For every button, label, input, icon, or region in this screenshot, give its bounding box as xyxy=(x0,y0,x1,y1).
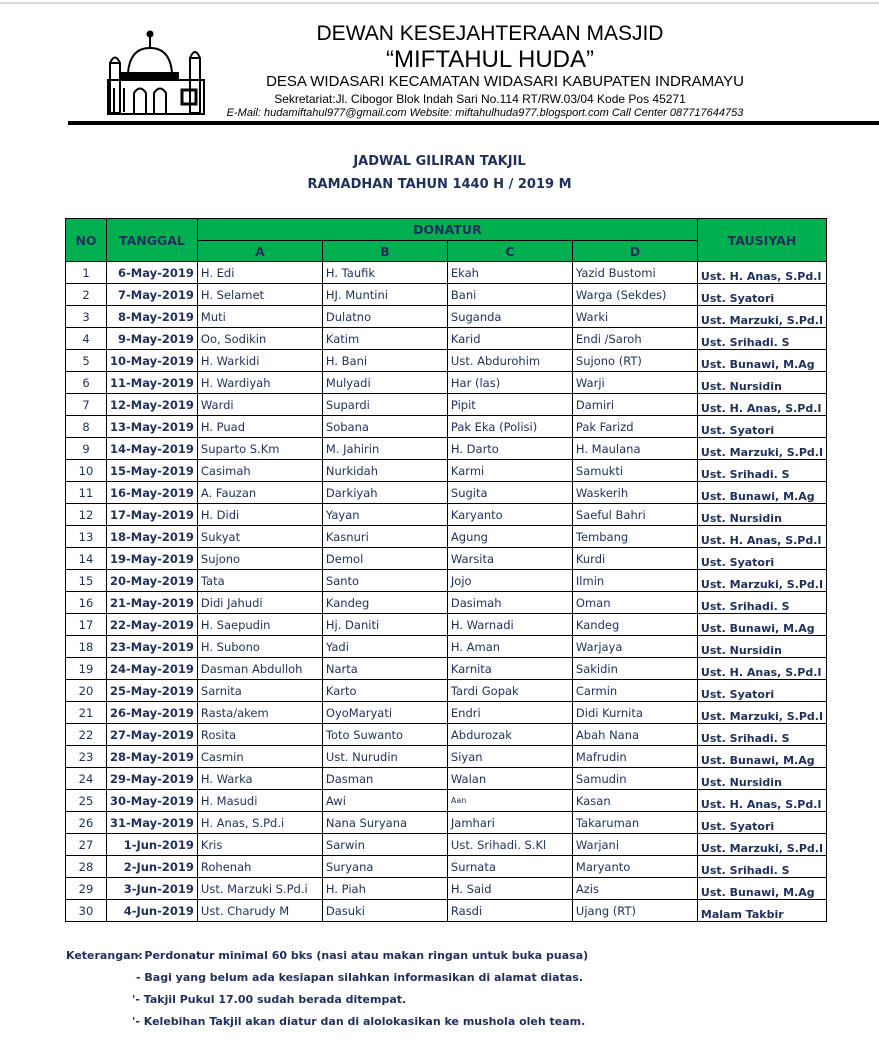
tausiyah: Ust. Bunawi, M.Ag xyxy=(697,350,826,372)
donatur-c: H. Aman xyxy=(447,636,572,658)
table-row xyxy=(66,372,827,394)
row-date: 31-May-2019 xyxy=(107,812,198,834)
donatur-a: H. Anas, S.Pd.i xyxy=(197,812,322,834)
donatur-a: Wardi xyxy=(197,394,322,416)
header-c: C xyxy=(447,241,572,262)
donatur-a: Tata xyxy=(197,570,322,592)
row-date: 26-May-2019 xyxy=(107,702,198,724)
table-row xyxy=(66,482,827,504)
donatur-d: H. Maulana xyxy=(572,438,697,460)
row-no: 21 xyxy=(66,702,107,724)
tausiyah: Ust. Srihadi. S xyxy=(697,328,826,350)
tausiyah: Ust. Marzuki, S.Pd.I xyxy=(697,438,826,460)
donatur-c: Ust. Abdurohim xyxy=(447,350,572,372)
table-row xyxy=(66,834,827,856)
donatur-b: Sobana xyxy=(322,416,447,438)
donatur-a: Rasta/akem xyxy=(197,702,322,724)
row-no: 26 xyxy=(66,812,107,834)
row-no: 15 xyxy=(66,570,107,592)
tausiyah: Ust. Nursidin xyxy=(697,372,826,394)
row-date: 22-May-2019 xyxy=(107,614,198,636)
tausiyah: Ust. Syatori xyxy=(697,680,826,702)
donatur-c: Abdurozak xyxy=(447,724,572,746)
donatur-b: Nana Suryana xyxy=(322,812,447,834)
donatur-c: Karnita xyxy=(447,658,572,680)
schedule-subtitle: RAMADHAN TAHUN 1440 H / 2019 M xyxy=(307,177,572,192)
row-no: 20 xyxy=(66,680,107,702)
tausiyah: Ust. Syatori xyxy=(697,284,826,306)
row-date: 16-May-2019 xyxy=(107,482,198,504)
donatur-a: Ust. Marzuki S.Pd.i xyxy=(197,878,322,900)
row-no: 11 xyxy=(66,482,107,504)
tausiyah: Ust. Marzuki, S.Pd.I xyxy=(697,834,826,856)
table-row xyxy=(66,548,827,570)
row-no: 16 xyxy=(66,592,107,614)
donatur-d: Samukti xyxy=(572,460,697,482)
donatur-b: M. Jahirin xyxy=(322,438,447,460)
schedule-table xyxy=(65,218,827,922)
donatur-a: Rosita xyxy=(197,724,322,746)
donatur-c: Suganda xyxy=(447,306,572,328)
donatur-d: Pak Farizd xyxy=(572,416,697,438)
header-a: A xyxy=(197,241,322,262)
tausiyah: Ust. Marzuki, S.Pd.I xyxy=(697,306,826,328)
row-date: 1-Jun-2019 xyxy=(107,834,198,856)
donatur-d: Abah Nana xyxy=(572,724,697,746)
header-divider xyxy=(68,121,879,125)
row-date: 25-May-2019 xyxy=(107,680,198,702)
row-no: 27 xyxy=(66,834,107,856)
donatur-b: Mulyadi xyxy=(322,372,447,394)
row-no: 8 xyxy=(66,416,107,438)
table-row xyxy=(66,812,827,834)
donatur-d: Sujono (RT) xyxy=(572,350,697,372)
table-row xyxy=(66,262,827,284)
donatur-d: Mafrudin xyxy=(572,746,697,768)
contact: E-Mail: hudamiftahul977@gmail.com Website: miftahulhuda977.blogsport.com Call Center 087717644753 xyxy=(226,107,744,119)
row-no: 13 xyxy=(66,526,107,548)
row-no: 24 xyxy=(66,768,107,790)
row-no: 17 xyxy=(66,614,107,636)
row-date: 24-May-2019 xyxy=(107,658,198,680)
table-row xyxy=(66,460,827,482)
table-row xyxy=(66,416,827,438)
row-date: 12-May-2019 xyxy=(107,394,198,416)
row-date: 13-May-2019 xyxy=(107,416,198,438)
donatur-b: Yayan xyxy=(322,504,447,526)
tausiyah: Ust. H. Anas, S.Pd.I xyxy=(697,658,826,680)
donatur-d: Sakidin xyxy=(572,658,697,680)
note-item: '- Takjil Pukul 17.00 sudah berada ditempat. xyxy=(132,993,407,1006)
donatur-a: Suparto S.Km xyxy=(197,438,322,460)
donatur-a: H. Saepudin xyxy=(197,614,322,636)
row-no: 30 xyxy=(66,900,107,922)
donatur-c: Agung xyxy=(447,526,572,548)
donatur-b: Dasman xyxy=(322,768,447,790)
row-date: 8-May-2019 xyxy=(107,306,198,328)
donatur-a: H. Masudi xyxy=(197,790,322,812)
donatur-a: H. Selamet xyxy=(197,284,322,306)
donatur-a: Dasman Abdulloh xyxy=(197,658,322,680)
donatur-b: Suryana xyxy=(322,856,447,878)
tausiyah: Ust. Nursidin xyxy=(697,504,826,526)
donatur-a: Sarnita xyxy=(197,680,322,702)
donatur-c: Surnata xyxy=(447,856,572,878)
donatur-a: Sujono xyxy=(197,548,322,570)
tausiyah: Ust. Nursidin xyxy=(697,636,826,658)
tausiyah: Ust. H. Anas, S.Pd.I xyxy=(697,262,826,284)
tausiyah: Ust. Srihadi. S xyxy=(697,460,826,482)
donatur-c: Ust. Srihadi. S.Kl xyxy=(447,834,572,856)
row-no: 18 xyxy=(66,636,107,658)
donatur-b: Toto Suwanto xyxy=(322,724,447,746)
row-no: 25 xyxy=(66,790,107,812)
donatur-a: Ust. Charudy M xyxy=(197,900,322,922)
donatur-a: H. Didi xyxy=(197,504,322,526)
donatur-a: H. Warka xyxy=(197,768,322,790)
tausiyah: Ust. Marzuki, S.Pd.I xyxy=(697,702,826,724)
donatur-a: Didi Jahudi xyxy=(197,592,322,614)
donatur-d: Oman xyxy=(572,592,697,614)
donatur-d: Damiri xyxy=(572,394,697,416)
donatur-b: Narta xyxy=(322,658,447,680)
donatur-d: Warjani xyxy=(572,834,697,856)
donatur-c: Sugita xyxy=(447,482,572,504)
table-row xyxy=(66,658,827,680)
row-date: 18-May-2019 xyxy=(107,526,198,548)
donatur-a: Rohenah xyxy=(197,856,322,878)
donatur-c: Ekah xyxy=(447,262,572,284)
donatur-b: Hj. Daniti xyxy=(322,614,447,636)
donatur-d: Takaruman xyxy=(572,812,697,834)
row-no: 6 xyxy=(66,372,107,394)
table-row xyxy=(66,570,827,592)
donatur-d: Warji xyxy=(572,372,697,394)
row-date: 14-May-2019 xyxy=(107,438,198,460)
tausiyah: Ust. Srihadi. S xyxy=(697,856,826,878)
donatur-c: Rasdi xyxy=(447,900,572,922)
donatur-b: OyoMaryati xyxy=(322,702,447,724)
donatur-a: H. Wardiyah xyxy=(197,372,322,394)
donatur-c: Pipit xyxy=(447,394,572,416)
tausiyah: Ust. Marzuki, S.Pd.I xyxy=(697,570,826,592)
row-date: 21-May-2019 xyxy=(107,592,198,614)
row-no: 12 xyxy=(66,504,107,526)
donatur-b: Darkiyah xyxy=(322,482,447,504)
donatur-b: H. Bani xyxy=(322,350,447,372)
donatur-c: Tardi Gopak xyxy=(447,680,572,702)
donatur-a: Kris xyxy=(197,834,322,856)
row-date: 2-Jun-2019 xyxy=(107,856,198,878)
tausiyah: Ust. Syatori xyxy=(697,416,826,438)
row-date: 29-May-2019 xyxy=(107,768,198,790)
org-name: DEWAN KESEJAHTERAAN MASJID xyxy=(316,22,664,45)
donatur-c: Jamhari xyxy=(447,812,572,834)
row-date: 19-May-2019 xyxy=(107,548,198,570)
tausiyah: Ust. Bunawi, M.Ag xyxy=(697,482,826,504)
donatur-a: Muti xyxy=(197,306,322,328)
table-row xyxy=(66,878,827,900)
note-item: '- Kelebihan Takjil akan diatur dan di alolokasikan ke mushola oleh team. xyxy=(132,1015,586,1028)
table-row xyxy=(66,702,827,724)
row-date: 10-May-2019 xyxy=(107,350,198,372)
donatur-c: Walan xyxy=(447,768,572,790)
table-row xyxy=(66,856,827,878)
donatur-b: HJ. Muntini xyxy=(322,284,447,306)
donatur-c: H. Darto xyxy=(447,438,572,460)
donatur-a: Casmin xyxy=(197,746,322,768)
table-row xyxy=(66,680,827,702)
row-no: 5 xyxy=(66,350,107,372)
top-border xyxy=(0,2,879,4)
donatur-c: Dasimah xyxy=(447,592,572,614)
row-no: 19 xyxy=(66,658,107,680)
region: DESA WIDASARI KECAMATAN WIDASARI KABUPATEN INDRAMAYU xyxy=(266,73,744,90)
note-item: - Bagi yang belum ada kesiapan silahkan informasikan di alamat diatas. xyxy=(136,971,584,984)
tausiyah: Ust. H. Anas, S.Pd.I xyxy=(697,526,826,548)
header-b: B xyxy=(322,241,447,262)
table-row xyxy=(66,614,827,636)
donatur-c: Aan xyxy=(447,790,572,812)
donatur-a: H. Edi xyxy=(197,262,322,284)
donatur-b: Yadi xyxy=(322,636,447,658)
donatur-d: Samudin xyxy=(572,768,697,790)
row-no: 23 xyxy=(66,746,107,768)
header-tausiyah: TAUSIYAH xyxy=(697,219,826,262)
row-date: 20-May-2019 xyxy=(107,570,198,592)
donatur-b: Kandeg xyxy=(322,592,447,614)
donatur-b: Nurkidah xyxy=(322,460,447,482)
donatur-d: Ujang (RT) xyxy=(572,900,697,922)
table-row xyxy=(66,350,827,372)
donatur-b: Karto xyxy=(322,680,447,702)
tausiyah: Ust. Syatori xyxy=(697,548,826,570)
row-no: 10 xyxy=(66,460,107,482)
header-d: D xyxy=(572,241,697,262)
row-no: 22 xyxy=(66,724,107,746)
donatur-c: Karyanto xyxy=(447,504,572,526)
donatur-b: Supardi xyxy=(322,394,447,416)
donatur-b: Sarwin xyxy=(322,834,447,856)
donatur-d: Tembang xyxy=(572,526,697,548)
row-no: 7 xyxy=(66,394,107,416)
donatur-d: Kasan xyxy=(572,790,697,812)
donatur-c: Karid xyxy=(447,328,572,350)
donatur-c: Karmi xyxy=(447,460,572,482)
tausiyah: Ust. Bunawi, M.Ag xyxy=(697,878,826,900)
donatur-d: Yazid Bustomi xyxy=(572,262,697,284)
row-no: 2 xyxy=(66,284,107,306)
row-date: 4-Jun-2019 xyxy=(107,900,198,922)
donatur-c: Warsita xyxy=(447,548,572,570)
notes-label: Keterangan: xyxy=(66,949,143,962)
donatur-d: Azis xyxy=(572,878,697,900)
row-date: 15-May-2019 xyxy=(107,460,198,482)
donatur-b: Katim xyxy=(322,328,447,350)
tausiyah: Ust. Bunawi, M.Ag xyxy=(697,614,826,636)
donatur-b: Santo xyxy=(322,570,447,592)
tausiyah: Ust. Srihadi. S xyxy=(697,592,826,614)
donatur-b: H. Taufik xyxy=(322,262,447,284)
tausiyah: Ust. Srihadi. S xyxy=(697,724,826,746)
donatur-d: Kurdi xyxy=(572,548,697,570)
donatur-c: Bani xyxy=(447,284,572,306)
row-date: 23-May-2019 xyxy=(107,636,198,658)
donatur-d: Maryanto xyxy=(572,856,697,878)
row-date: 9-May-2019 xyxy=(107,328,198,350)
row-no: 14 xyxy=(66,548,107,570)
donatur-d: Warki xyxy=(572,306,697,328)
table-row xyxy=(66,526,827,548)
table-row xyxy=(66,636,827,658)
donatur-a: Oo, Sodikin xyxy=(197,328,322,350)
donatur-a: H. Puad xyxy=(197,416,322,438)
donatur-c: Jojo xyxy=(447,570,572,592)
tausiyah: Malam Takbir xyxy=(697,900,826,922)
table-row xyxy=(66,592,827,614)
donatur-b: Demol xyxy=(322,548,447,570)
donatur-d: Endi /Saroh xyxy=(572,328,697,350)
row-no: 1 xyxy=(66,262,107,284)
table-row xyxy=(66,504,827,526)
tausiyah: Ust. H. Anas, S.Pd.I xyxy=(697,394,826,416)
note-item: - Perdonatur minimal 60 bks (nasi atau makan ringan untuk buka puasa) xyxy=(136,949,589,962)
donatur-b: Kasnuri xyxy=(322,526,447,548)
donatur-d: Carmin xyxy=(572,680,697,702)
row-date: 6-May-2019 xyxy=(107,262,198,284)
donatur-a: Sukyat xyxy=(197,526,322,548)
address: Sekretariat:Jl. Cibogor Blok Indah Sari No.114 RT/RW.03/04 Kode Pos 45271 xyxy=(274,92,686,106)
donatur-c: Pak Eka (Polisi) xyxy=(447,416,572,438)
row-no: 28 xyxy=(66,856,107,878)
donatur-b: Ust. Nurudin xyxy=(322,746,447,768)
donatur-d: Saeful Bahri xyxy=(572,504,697,526)
row-date: 3-Jun-2019 xyxy=(107,878,198,900)
row-no: 9 xyxy=(66,438,107,460)
row-no: 29 xyxy=(66,878,107,900)
donatur-c: H. Warnadi xyxy=(447,614,572,636)
table-row xyxy=(66,768,827,790)
donatur-b: Dulatno xyxy=(322,306,447,328)
row-no: 3 xyxy=(66,306,107,328)
donatur-d: Kandeg xyxy=(572,614,697,636)
table-row xyxy=(66,438,827,460)
row-date: 11-May-2019 xyxy=(107,372,198,394)
tausiyah: Ust. Syatori xyxy=(697,812,826,834)
donatur-c: H. Said xyxy=(447,878,572,900)
mosque-name: “MIFTAHUL HUDA” xyxy=(386,46,594,73)
table-row xyxy=(66,900,827,922)
row-date: 30-May-2019 xyxy=(107,790,198,812)
row-date: 17-May-2019 xyxy=(107,504,198,526)
donatur-a: Casimah xyxy=(197,460,322,482)
tausiyah: Ust. H. Anas, S.Pd.I xyxy=(697,790,826,812)
table-row xyxy=(66,306,827,328)
donatur-c: Har (las) xyxy=(447,372,572,394)
donatur-c: Endri xyxy=(447,702,572,724)
donatur-a: H. Warkidi xyxy=(197,350,322,372)
table-row xyxy=(66,394,827,416)
header-tanggal: TANGGAL xyxy=(107,219,198,262)
table-row xyxy=(66,746,827,768)
donatur-d: Warjaya xyxy=(572,636,697,658)
donatur-d: Warga (Sekdes) xyxy=(572,284,697,306)
tausiyah: Ust. Nursidin xyxy=(697,768,826,790)
donatur-a: H. Subono xyxy=(197,636,322,658)
schedule-title: JADWAL GILIRAN TAKJIL xyxy=(353,154,526,169)
donatur-b: Awi xyxy=(322,790,447,812)
donatur-d: Waskerih xyxy=(572,482,697,504)
row-date: 28-May-2019 xyxy=(107,746,198,768)
tausiyah: Ust. Bunawi, M.Ag xyxy=(697,746,826,768)
table-row xyxy=(66,724,827,746)
header-donatur: DONATUR xyxy=(197,219,697,241)
table-row xyxy=(66,790,827,812)
row-no: 4 xyxy=(66,328,107,350)
donatur-d: Ilmin xyxy=(572,570,697,592)
header-no: NO xyxy=(66,219,107,262)
donatur-d: Didi Kurnita xyxy=(572,702,697,724)
mosque-logo-icon xyxy=(104,28,208,116)
table-row xyxy=(66,328,827,350)
row-date: 7-May-2019 xyxy=(107,284,198,306)
donatur-b: H. Piah xyxy=(322,878,447,900)
table-row xyxy=(66,284,827,306)
row-date: 27-May-2019 xyxy=(107,724,198,746)
donatur-c: Siyan xyxy=(447,746,572,768)
donatur-a: A. Fauzan xyxy=(197,482,322,504)
donatur-b: Dasuki xyxy=(322,900,447,922)
